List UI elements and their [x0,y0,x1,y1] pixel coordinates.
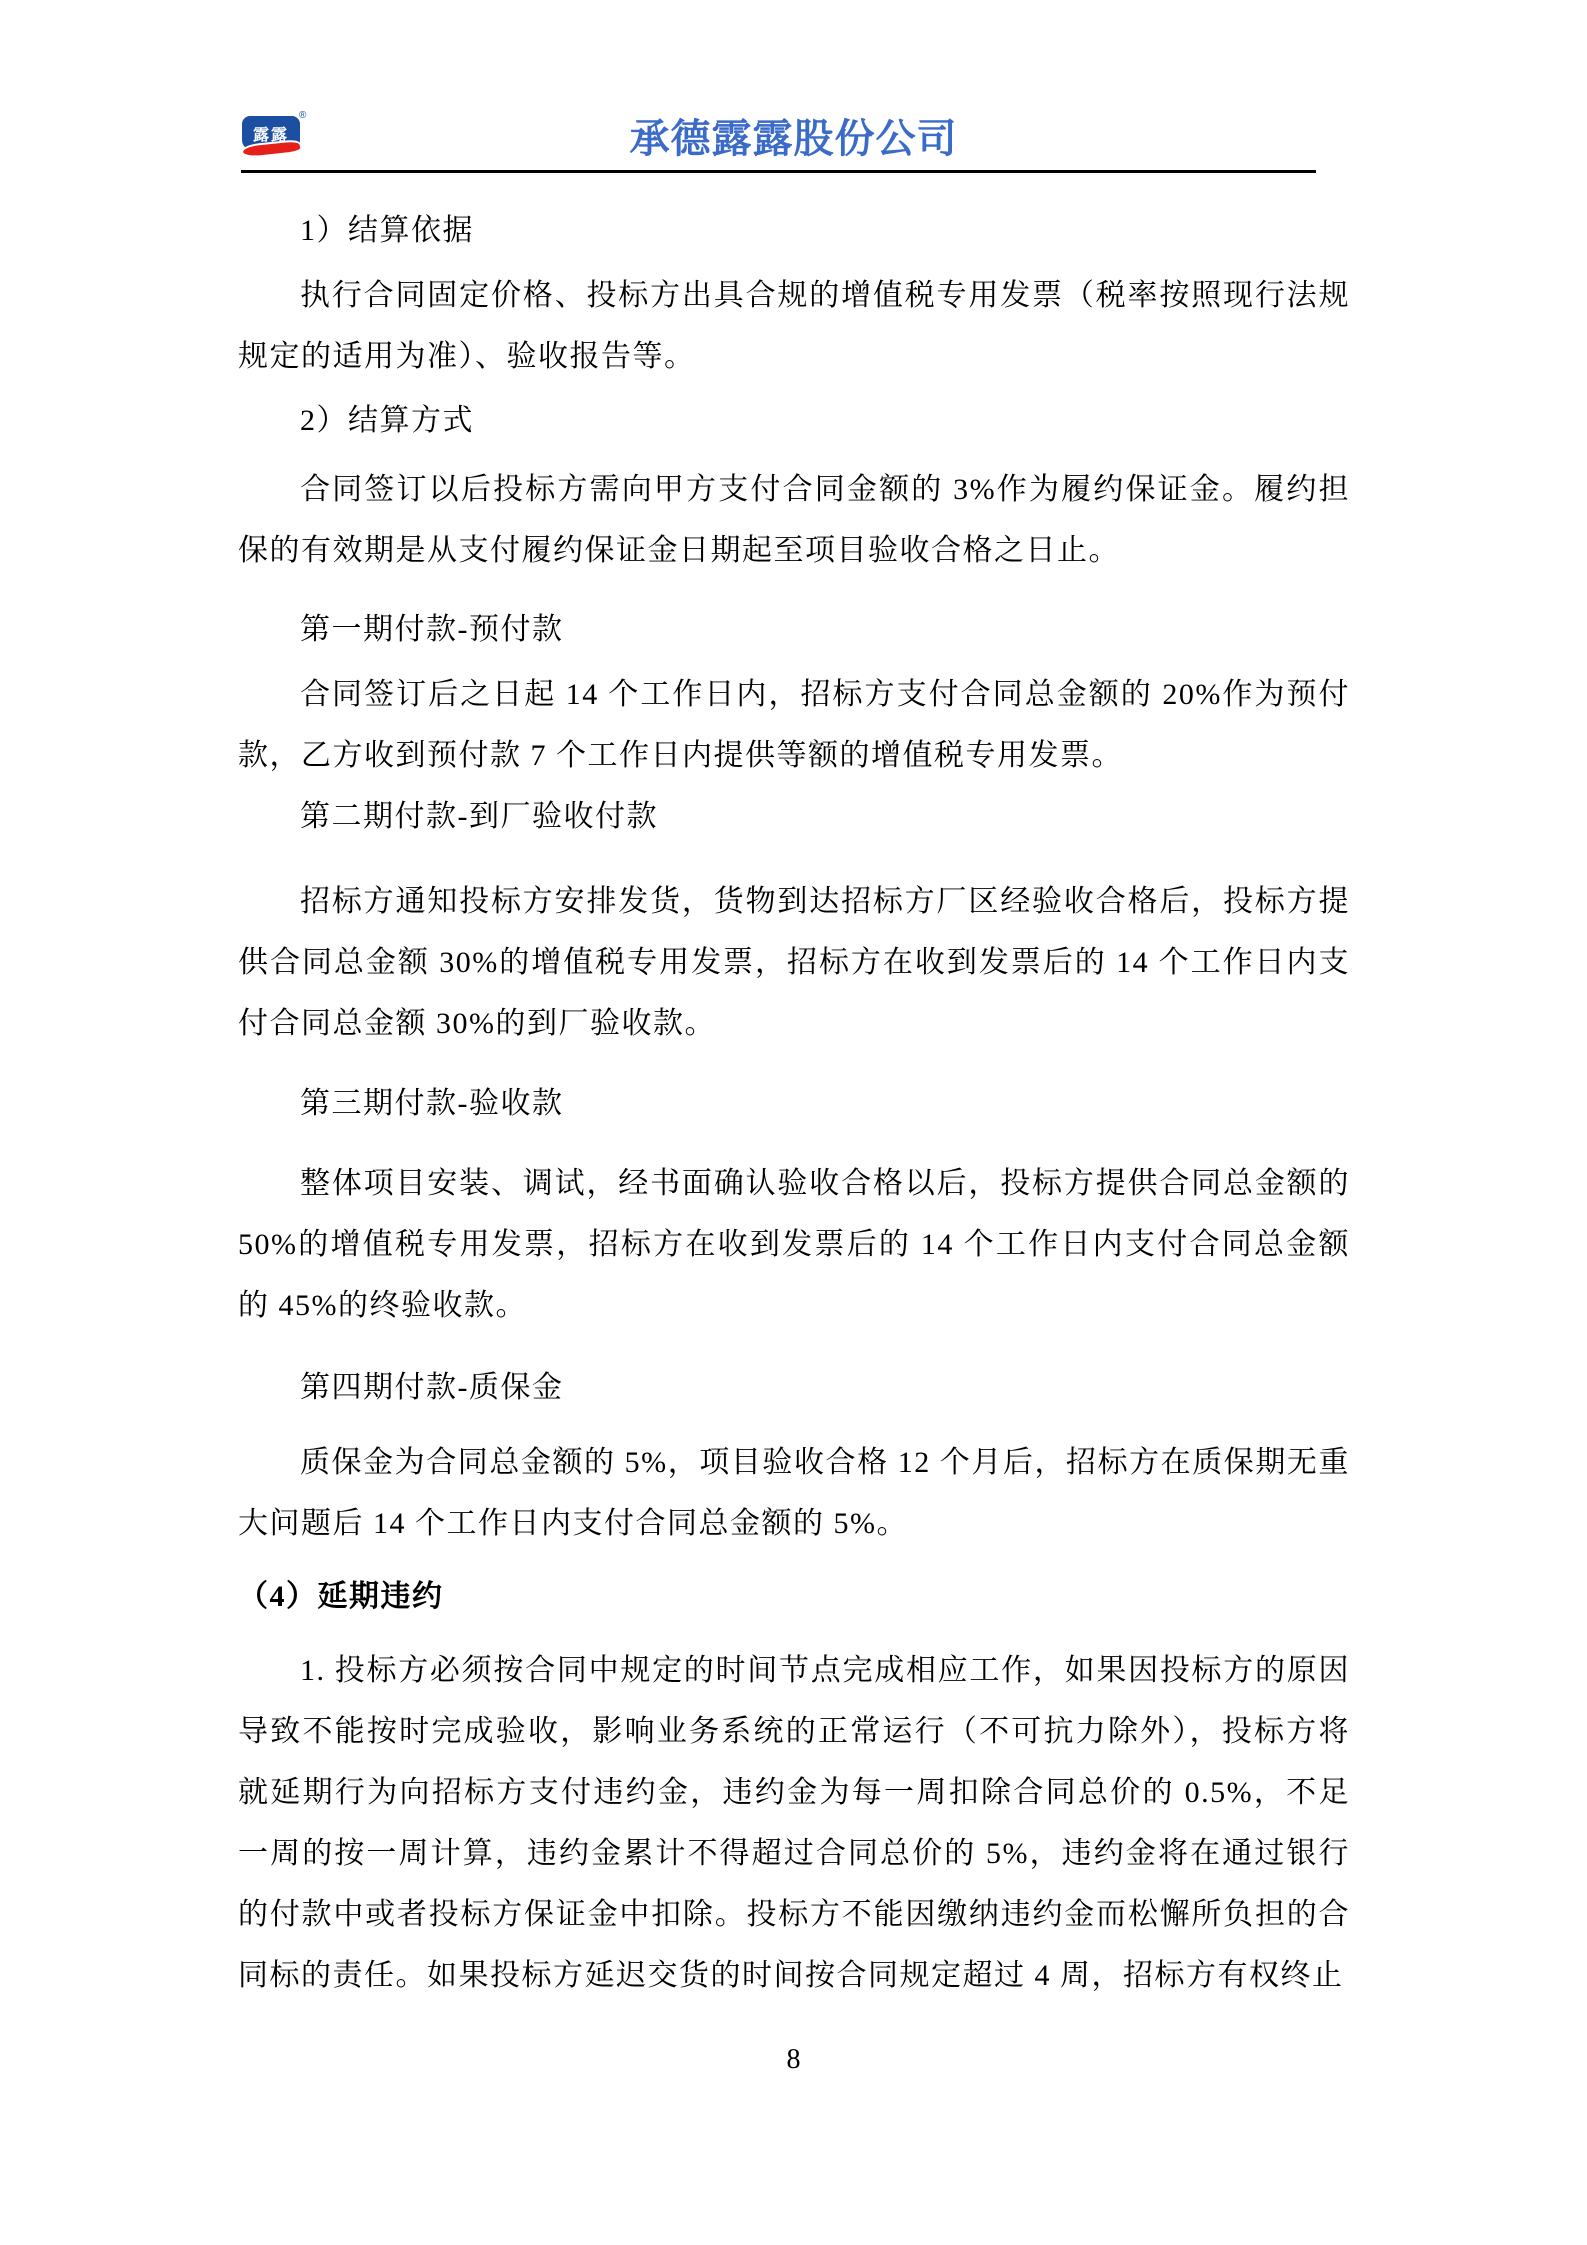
registered-trademark-icon: ® [299,110,307,121]
paragraph-payment-4-heading: 第四期付款-质保金 [300,1371,564,1404]
lulu-logo-text: 露露 [252,126,289,144]
paragraph-settlement-basis-heading: 1）结算依据 [300,214,474,247]
document-body [238,200,1350,2006]
paragraph-payment-4-body: 质保金为合同总金额的 5%，项目验收合格 12 个月后，招标方在质保期无重大问题后 14 个工作日内支付合同总金额的 5%。 [238,1446,1350,1540]
header-divider [241,170,1316,173]
paragraph-delay-breach-body: 1. 投标方必须按合同中规定的时间节点完成相应工作，如果因投标方的原因导致不能按时完成验收，影响业务系统的正常运行（不可抗力除外），投标方将就延期行为向招标方支付违约金，违约金为每一周扣除合同总价的 0.5%，不足一周的按一周计算，违约金累计不得超过合同总价的 5%，违约金将在通过银行的付款中或者投标方保证金中扣除。投标方不能因缴纳违约金而松懈所负担的合同标的责任。如果投标方延迟交货的时间按合同规定超过 4 周，招标方有权终止 [238,1654,1350,1992]
company-name-title: 承德露露股份公司 [629,117,958,161]
paragraph-payment-3-body: 整体项目安装、调试，经书面确认验收合格以后，投标方提供合同总金额的 50%的增值税专用发票，招标方在收到发票后的 14 个工作日内支付合同总金额的 45%的终验收款。 [238,1167,1350,1322]
paragraph-payment-3-heading: 第三期付款-验收款 [300,1087,564,1120]
paragraph-payment-1-heading: 第一期付款-预付款 [300,613,564,646]
paragraph-delay-breach-heading: （4）延期违约 [238,1580,444,1613]
paragraph-settlement-method-body: 合同签订以后投标方需向甲方支付合同金额的 3%作为履约保证金。履约担保的有效期是从支付履约保证金日期起至项目验收合格之日止。 [238,473,1350,567]
paragraph-payment-2-heading: 第二期付款-到厂验收付款 [300,800,658,833]
page-number: 8 [786,2044,801,2075]
paragraph-payment-2-body: 招标方通知投标方安排发货，货物到达招标方厂区经验收合格后，投标方提供合同总金额 30%的增值税专用发票，招标方在收到发票后的 14 个工作日内支付合同总金额 30%的到厂验收款。 [238,885,1350,1040]
paragraph-payment-1-body: 合同签订后之日起 14 个工作日内，招标方支付合同总金额的 20%作为预付款，乙方收到预付款 7 个工作日内提供等额的增值税专用发票。 [238,678,1350,772]
paragraph-settlement-basis-body: 执行合同固定价格、投标方出具合规的增值税专用发票（税率按照现行法规规定的适用为准）、验收报告等。 [238,279,1350,373]
paragraph-settlement-method-heading: 2）结算方式 [300,404,474,437]
